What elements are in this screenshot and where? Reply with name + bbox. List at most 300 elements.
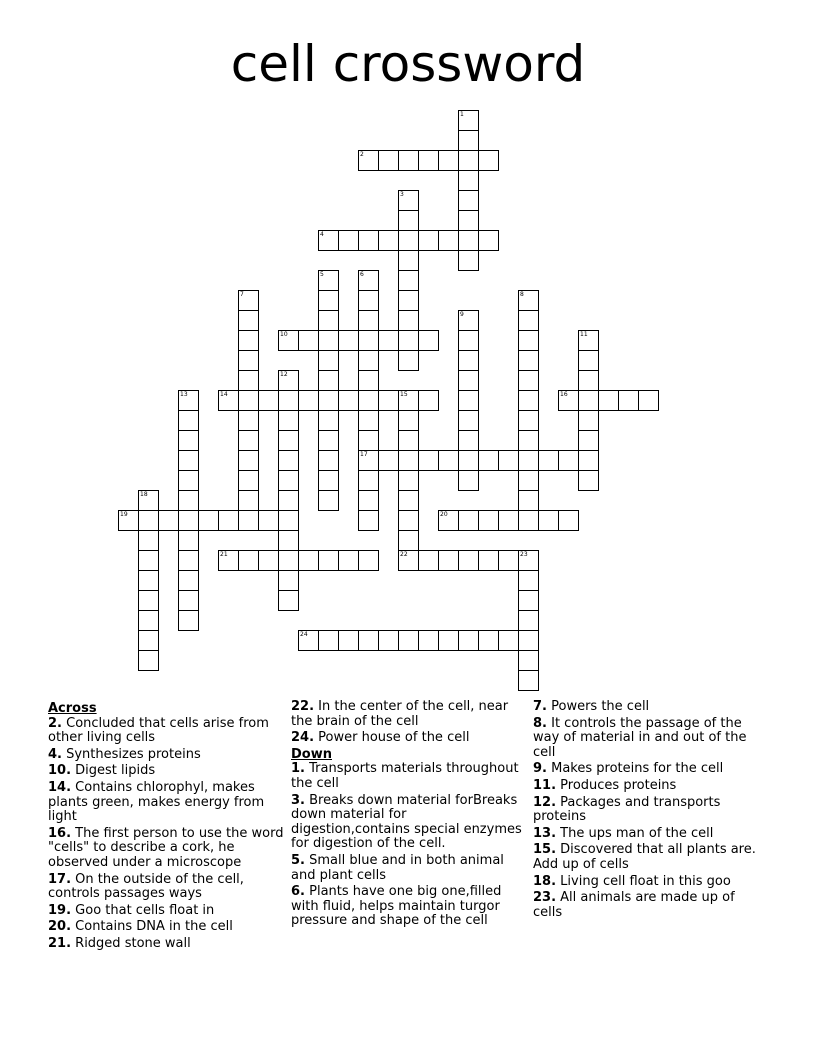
- grid-cell[interactable]: [138, 610, 159, 631]
- clue-num: 15.: [533, 842, 557, 858]
- grid-cell[interactable]: [238, 430, 259, 451]
- grid-cell[interactable]: [458, 630, 479, 651]
- clue-number: 20: [440, 511, 448, 518]
- grid-cell[interactable]: [518, 610, 539, 631]
- grid-cell[interactable]: [238, 330, 259, 351]
- grid-cell[interactable]: [398, 310, 419, 331]
- grid-cell[interactable]: [338, 330, 359, 351]
- clue-item: [291, 854, 523, 883]
- grid-cell[interactable]: [178, 510, 199, 531]
- clue-number: 14: [220, 391, 228, 398]
- grid-cell[interactable]: [338, 230, 359, 251]
- grid-cell[interactable]: [378, 390, 399, 411]
- grid-cell[interactable]: [198, 510, 219, 531]
- clue-text: Produces proteins: [556, 777, 677, 793]
- grid-cell[interactable]: [458, 430, 479, 451]
- clue-item: [48, 920, 286, 935]
- grid-cell[interactable]: [318, 490, 339, 511]
- grid-cell[interactable]: [238, 370, 259, 391]
- grid-cell[interactable]: [398, 390, 419, 411]
- grid-cell[interactable]: [598, 390, 619, 411]
- grid-cell[interactable]: [358, 230, 379, 251]
- grid-cell[interactable]: [458, 510, 479, 531]
- grid-cell[interactable]: [138, 590, 159, 611]
- clue-text: The ups man of the cell: [556, 825, 714, 841]
- clue-number: 18: [140, 491, 148, 498]
- grid-cell[interactable]: [378, 630, 399, 651]
- grid-cell[interactable]: [558, 510, 579, 531]
- grid-cell[interactable]: [178, 570, 199, 591]
- clue-item: [291, 700, 523, 729]
- grid-cell[interactable]: [458, 230, 479, 251]
- grid-cell[interactable]: [358, 350, 379, 371]
- grid-cell[interactable]: [398, 410, 419, 431]
- clue-text: In the center of the cell, near the brain of the cell: [291, 699, 509, 729]
- grid-cell[interactable]: [498, 510, 519, 531]
- grid-cell[interactable]: [518, 450, 539, 471]
- grid-cell[interactable]: [418, 150, 439, 171]
- clue-text: Discovered that all plants are. Add up of cells: [533, 842, 756, 872]
- grid-cell[interactable]: [238, 290, 259, 311]
- grid-cell[interactable]: [478, 150, 499, 171]
- grid-cell[interactable]: [438, 630, 459, 651]
- clue-item: [533, 843, 765, 872]
- grid-cell[interactable]: [418, 450, 439, 471]
- clue-item: [48, 764, 286, 779]
- grid-cell[interactable]: [278, 410, 299, 431]
- grid-cell[interactable]: [398, 250, 419, 271]
- grid-cell[interactable]: [178, 410, 199, 431]
- clue-text: Concluded that cells arise from other living cells: [48, 715, 269, 746]
- clue-item: [48, 873, 286, 902]
- clue-num: 6.: [291, 884, 305, 900]
- grid-cell[interactable]: [518, 410, 539, 431]
- grid-cell[interactable]: [238, 410, 259, 431]
- grid-cell[interactable]: [218, 550, 239, 571]
- across-clue-list-continued: [291, 700, 523, 746]
- grid-cell[interactable]: [398, 270, 419, 291]
- grid-cell[interactable]: [318, 290, 339, 311]
- grid-cell[interactable]: [398, 510, 419, 531]
- grid-cell[interactable]: [298, 330, 319, 351]
- clue-number: 12: [280, 371, 288, 378]
- grid-cell[interactable]: [278, 470, 299, 491]
- clue-text: Breaks down material forBreaks down material for digestion,contains special enzymes for digestion of the cell.: [291, 792, 522, 852]
- clue-number: 16: [560, 391, 568, 398]
- grid-cell[interactable]: [358, 150, 379, 171]
- clue-number: 15: [400, 391, 408, 398]
- clue-num: 1.: [291, 761, 305, 777]
- clue-text: Powers the cell: [546, 699, 650, 714]
- clue-number: 9: [460, 311, 464, 318]
- clue-number: 17: [360, 451, 368, 458]
- grid-cell[interactable]: [518, 570, 539, 591]
- clue-number: 1: [460, 111, 464, 118]
- grid-cell[interactable]: [378, 230, 399, 251]
- grid-cell[interactable]: [358, 550, 379, 571]
- grid-cell[interactable]: [518, 490, 539, 511]
- clue-item: [48, 717, 286, 746]
- clue-item: [48, 781, 286, 825]
- clue-number: 6: [360, 271, 364, 278]
- grid-cell[interactable]: [278, 530, 299, 551]
- clue-text: It controls the passage of the way of material in and out of the cell: [533, 715, 747, 760]
- grid-cell[interactable]: [398, 470, 419, 491]
- grid-cell[interactable]: [138, 570, 159, 591]
- grid-cell[interactable]: [398, 210, 419, 231]
- grid-cell[interactable]: [358, 510, 379, 531]
- grid-cell[interactable]: [258, 550, 279, 571]
- grid-cell[interactable]: [338, 550, 359, 571]
- clue-num: 22.: [291, 699, 315, 714]
- clue-number: 11: [580, 331, 588, 338]
- across-heading: Across: [48, 701, 97, 716]
- clue-text: Contains DNA in the cell: [71, 919, 233, 935]
- grid-cell[interactable]: [458, 130, 479, 151]
- grid-cell[interactable]: [398, 230, 419, 251]
- grid-cell[interactable]: [298, 550, 319, 571]
- clue-text: Contains chlorophyl, makes plants green, makes energy from light: [48, 779, 265, 825]
- clue-column-1: [48, 700, 286, 954]
- grid-cell[interactable]: [398, 430, 419, 451]
- grid-cell[interactable]: [238, 450, 259, 471]
- grid-cell[interactable]: [318, 370, 339, 391]
- grid-cell[interactable]: [578, 330, 599, 351]
- clue-text: Goo that cells float in: [71, 902, 215, 918]
- clue-number: 5: [320, 271, 324, 278]
- clue-number: 4: [320, 231, 324, 238]
- grid-cell[interactable]: [378, 330, 399, 351]
- grid-cell[interactable]: [318, 390, 339, 411]
- clue-num: 4.: [48, 746, 62, 762]
- clue-num: 17.: [48, 871, 72, 887]
- clue-num: 19.: [48, 902, 72, 918]
- clue-item: [291, 762, 523, 791]
- grid-cell[interactable]: [138, 510, 159, 531]
- grid-cell[interactable]: [618, 390, 639, 411]
- grid-cell[interactable]: [398, 530, 419, 551]
- clue-text: Living cell float in this goo: [556, 873, 731, 889]
- grid-cell[interactable]: [358, 430, 379, 451]
- clue-num: 18.: [533, 873, 557, 889]
- grid-cell[interactable]: [218, 510, 239, 531]
- grid-cell[interactable]: [518, 310, 539, 331]
- grid-cell[interactable]: [278, 490, 299, 511]
- grid-cell[interactable]: [358, 630, 379, 651]
- grid-cell[interactable]: [278, 330, 299, 351]
- grid-cell[interactable]: [218, 390, 239, 411]
- clue-number: 22: [400, 551, 408, 558]
- clue-num: 24.: [291, 730, 315, 746]
- clue-num: 21.: [48, 935, 72, 951]
- grid-cell[interactable]: [538, 450, 559, 471]
- clue-item: [533, 796, 765, 825]
- grid-cell[interactable]: [458, 170, 479, 191]
- grid-cell[interactable]: [518, 550, 539, 571]
- grid-cell[interactable]: [518, 390, 539, 411]
- grid-cell[interactable]: [238, 510, 259, 531]
- grid-cell[interactable]: [358, 370, 379, 391]
- grid-cell[interactable]: [178, 470, 199, 491]
- clue-item: [291, 794, 523, 852]
- grid-cell[interactable]: [278, 510, 299, 531]
- clue-num: 16.: [48, 825, 72, 841]
- grid-cell[interactable]: [498, 630, 519, 651]
- grid-cell[interactable]: [558, 450, 579, 471]
- grid-cell[interactable]: [258, 390, 279, 411]
- clue-number: 23: [520, 551, 528, 558]
- clue-num: 14.: [48, 779, 72, 795]
- down-clue-list-continued: [533, 700, 765, 920]
- grid-cell[interactable]: [518, 510, 539, 531]
- grid-cell[interactable]: [178, 430, 199, 451]
- clue-text: On the outside of the cell, controls passages ways: [48, 871, 244, 902]
- grid-cell[interactable]: [438, 150, 459, 171]
- grid-cell[interactable]: [438, 230, 459, 251]
- grid-cell[interactable]: [298, 630, 319, 651]
- grid-cell[interactable]: [458, 390, 479, 411]
- grid-cell[interactable]: [278, 550, 299, 571]
- grid-cell[interactable]: [178, 490, 199, 511]
- clue-number: 19: [120, 511, 128, 518]
- grid-cell[interactable]: [478, 450, 499, 471]
- grid-cell[interactable]: [398, 330, 419, 351]
- clue-item: [533, 827, 765, 842]
- clue-num: 3.: [291, 792, 305, 808]
- grid-cell[interactable]: [458, 330, 479, 351]
- grid-cell[interactable]: [358, 270, 379, 291]
- grid-cell[interactable]: [258, 510, 279, 531]
- grid-cell[interactable]: [238, 490, 259, 511]
- grid-cell[interactable]: [138, 650, 159, 671]
- grid-cell[interactable]: [458, 450, 479, 471]
- grid-cell[interactable]: [358, 490, 379, 511]
- grid-cell[interactable]: [418, 230, 439, 251]
- grid-cell[interactable]: [138, 530, 159, 551]
- clue-num: 23.: [533, 890, 557, 906]
- grid-cell[interactable]: [398, 350, 419, 371]
- grid-cell[interactable]: [358, 390, 379, 411]
- grid-cell[interactable]: [538, 510, 559, 531]
- grid-cell[interactable]: [478, 510, 499, 531]
- grid-cell[interactable]: [578, 470, 599, 491]
- grid-cell[interactable]: [578, 430, 599, 451]
- grid-cell[interactable]: [458, 210, 479, 231]
- grid-cell[interactable]: [318, 310, 339, 331]
- clue-text: Power house of the cell: [314, 730, 470, 746]
- grid-cell[interactable]: [458, 310, 479, 331]
- grid-cell[interactable]: [278, 390, 299, 411]
- grid-cell[interactable]: [558, 390, 579, 411]
- clue-text: Ridged stone wall: [71, 935, 191, 951]
- grid-cell[interactable]: [498, 550, 519, 571]
- grid-cell[interactable]: [498, 450, 519, 471]
- grid-cell[interactable]: [358, 290, 379, 311]
- grid-cell[interactable]: [318, 230, 339, 251]
- grid-cell[interactable]: [398, 150, 419, 171]
- clue-item: [291, 731, 523, 746]
- clue-item: [48, 937, 286, 952]
- clue-item: [533, 762, 765, 777]
- grid-cell[interactable]: [458, 370, 479, 391]
- grid-cell[interactable]: [398, 550, 419, 571]
- grid-cell[interactable]: [458, 550, 479, 571]
- clue-text: Digest lipids: [71, 763, 156, 779]
- grid-cell[interactable]: [358, 450, 379, 471]
- grid-cell[interactable]: [178, 530, 199, 551]
- grid-cell[interactable]: [338, 390, 359, 411]
- grid-cell[interactable]: [318, 270, 339, 291]
- clue-item: [48, 827, 286, 871]
- clue-item: [533, 717, 765, 761]
- grid-cell[interactable]: [178, 450, 199, 471]
- grid-cell[interactable]: [238, 390, 259, 411]
- grid-cell[interactable]: [478, 550, 499, 571]
- grid-cell[interactable]: [578, 370, 599, 391]
- grid-cell[interactable]: [238, 550, 259, 571]
- grid-cell[interactable]: [478, 630, 499, 651]
- clue-number: 8: [520, 291, 524, 298]
- grid-cell[interactable]: [458, 150, 479, 171]
- grid-cell[interactable]: [318, 330, 339, 351]
- clue-item: [533, 779, 765, 794]
- grid-cell[interactable]: [518, 430, 539, 451]
- grid-cell[interactable]: [438, 550, 459, 571]
- clue-number: 2: [360, 151, 364, 158]
- clue-text: Plants have one big one,filled with fluid, helps maintain turgor pressure and shape of the cell: [291, 884, 502, 929]
- grid-cell[interactable]: [238, 470, 259, 491]
- grid-cell[interactable]: [238, 310, 259, 331]
- grid-cell[interactable]: [278, 450, 299, 471]
- clue-item: [291, 885, 523, 929]
- grid-cell[interactable]: [318, 630, 339, 651]
- clue-num: 5.: [291, 852, 305, 868]
- clue-item: [48, 904, 286, 919]
- grid-cell[interactable]: [398, 630, 419, 651]
- grid-cell[interactable]: [378, 450, 399, 471]
- grid-cell[interactable]: [418, 390, 439, 411]
- grid-cell[interactable]: [118, 510, 139, 531]
- grid-cell[interactable]: [278, 370, 299, 391]
- grid-cell[interactable]: [518, 650, 539, 671]
- grid-cell[interactable]: [318, 450, 339, 471]
- grid-cell[interactable]: [298, 390, 319, 411]
- grid-cell[interactable]: [478, 230, 499, 251]
- clue-item: [533, 875, 765, 890]
- clue-number: 21: [220, 551, 228, 558]
- grid-cell[interactable]: [318, 410, 339, 431]
- grid-cell[interactable]: [518, 370, 539, 391]
- clue-number: 10: [280, 331, 288, 338]
- grid-cell[interactable]: [318, 430, 339, 451]
- clue-text: The first person to use the word "cells" to describe a cork, he observed under a microscope: [48, 825, 284, 870]
- grid-cell[interactable]: [518, 290, 539, 311]
- grid-cell[interactable]: [358, 310, 379, 331]
- grid-cell[interactable]: [358, 470, 379, 491]
- clue-num: 8.: [533, 715, 547, 731]
- grid-cell[interactable]: [438, 510, 459, 531]
- grid-cell[interactable]: [158, 510, 179, 531]
- down-clue-list: [291, 762, 523, 929]
- grid-cell[interactable]: [338, 630, 359, 651]
- grid-cell[interactable]: [458, 350, 479, 371]
- grid-cell[interactable]: [178, 390, 199, 411]
- grid-cell[interactable]: [178, 590, 199, 611]
- grid-cell[interactable]: [518, 350, 539, 371]
- grid-cell[interactable]: [518, 630, 539, 651]
- clue-num: 13.: [533, 825, 557, 841]
- grid-cell[interactable]: [378, 150, 399, 171]
- clue-num: 9.: [533, 761, 547, 777]
- grid-cell[interactable]: [518, 670, 539, 691]
- grid-cell[interactable]: [458, 410, 479, 431]
- clue-num: 20.: [48, 919, 72, 935]
- grid-cell[interactable]: [518, 470, 539, 491]
- grid-cell[interactable]: [438, 450, 459, 471]
- grid-cell[interactable]: [178, 610, 199, 631]
- clue-number: 7: [240, 291, 244, 298]
- grid-cell[interactable]: [578, 350, 599, 371]
- grid-cell[interactable]: [518, 590, 539, 611]
- grid-cell[interactable]: [398, 450, 419, 471]
- across-clue-list: [48, 717, 286, 952]
- grid-cell[interactable]: [138, 490, 159, 511]
- grid-cell[interactable]: [458, 110, 479, 131]
- grid-cell[interactable]: [398, 190, 419, 211]
- clue-text: Makes proteins for the cell: [546, 761, 724, 777]
- grid-cell[interactable]: [458, 250, 479, 271]
- grid-cell[interactable]: [638, 390, 659, 411]
- clue-num: 7.: [533, 699, 547, 714]
- grid-cell[interactable]: [458, 470, 479, 491]
- down-heading: Down: [291, 746, 332, 762]
- grid-cell[interactable]: [318, 470, 339, 491]
- clue-number: 24: [300, 631, 308, 638]
- clue-text: Transports materials throughout the cell: [291, 761, 519, 791]
- clue-num: 12.: [533, 794, 557, 810]
- clue-item: [533, 891, 765, 920]
- grid-cell[interactable]: [358, 410, 379, 431]
- grid-cell[interactable]: [178, 550, 199, 571]
- grid-cell[interactable]: [318, 350, 339, 371]
- clue-item: [533, 700, 765, 715]
- grid-cell[interactable]: [318, 550, 339, 571]
- grid-cell[interactable]: [578, 390, 599, 411]
- grid-cell[interactable]: [418, 550, 439, 571]
- grid-cell[interactable]: [398, 490, 419, 511]
- clue-text: Synthesizes proteins: [61, 746, 201, 762]
- grid-cell[interactable]: [138, 630, 159, 651]
- grid-cell[interactable]: [418, 330, 439, 351]
- grid-cell[interactable]: [458, 190, 479, 211]
- grid-cell[interactable]: [418, 630, 439, 651]
- clue-number: 13: [180, 391, 188, 398]
- clue-text: Small blue and in both animal and plant cells: [291, 852, 504, 883]
- grid-cell[interactable]: [138, 550, 159, 571]
- page-title: cell crossword: [230, 35, 586, 93]
- grid-cell[interactable]: [358, 330, 379, 351]
- grid-cell[interactable]: [578, 410, 599, 431]
- grid-cell[interactable]: [278, 430, 299, 451]
- grid-cell[interactable]: [278, 570, 299, 591]
- grid-cell[interactable]: [238, 350, 259, 371]
- grid-cell[interactable]: [278, 590, 299, 611]
- grid-cell[interactable]: [398, 290, 419, 311]
- grid-cell[interactable]: [518, 330, 539, 351]
- grid-cell[interactable]: [578, 450, 599, 471]
- clue-num: 10.: [48, 763, 72, 779]
- clue-text: Packages and transports proteins: [533, 794, 721, 825]
